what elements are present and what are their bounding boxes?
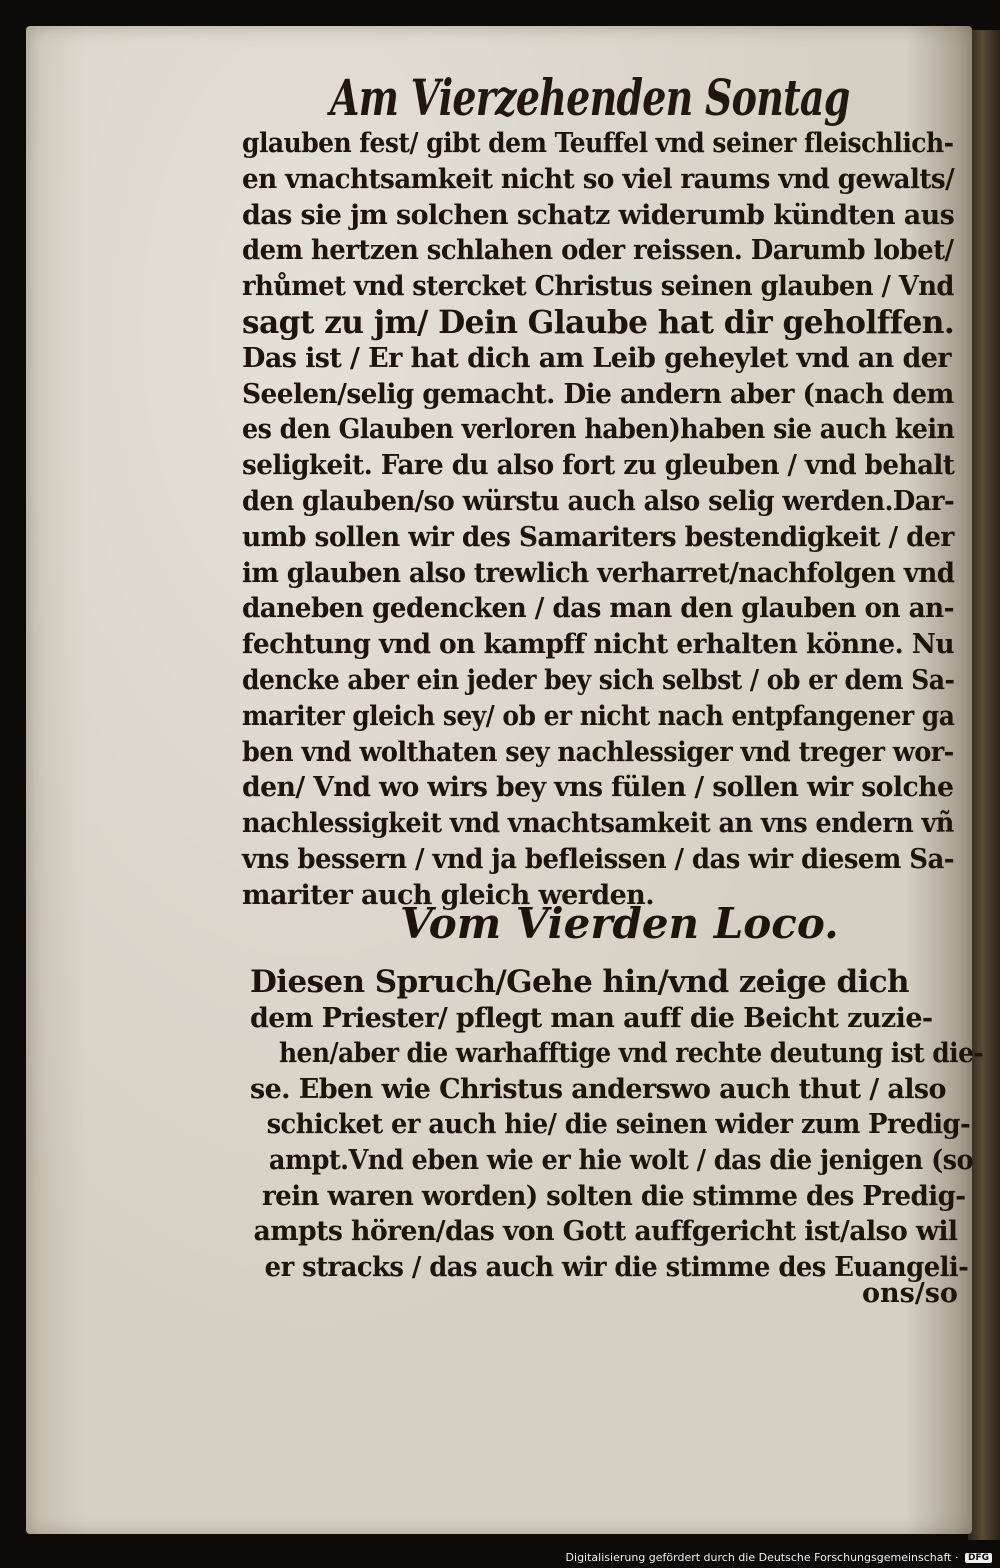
text-line: hen/aber die warhafftige vnd rechte deutung ist die- [278,1038,984,1070]
text-line: es den Glauben verloren haben)haben sie auch kein [242,414,955,446]
text-line: dencke aber ein jeder bey sich selbst / ob er dem Sa- [242,664,955,696]
text-line: fechtung vnd on kampff nicht erhalten könne. Nu [242,629,955,661]
text-line: mariter gleich sey/ ob er nicht nach entpfangener ga [242,700,955,732]
text-line: seligkeit. Fare du also fort zu gleuben / vnd behalt [242,450,955,482]
text-line: im glauben also trewlich verharret/nachfolgen vnd [242,557,955,589]
catchword: ons/so [862,1278,958,1309]
text-line: nachlessigkeit vnd vnachtsamkeit an vns endern vñ [242,808,954,840]
text-line: ampts hören/das von Gott auffgericht ist/also wil [253,1216,958,1248]
text-line: dem Priester/ pflegt man auff die Beicht zuzie- [250,1002,933,1034]
text-line: das sie jm solchen schatz widerumb kündten aus [242,199,955,231]
text-line: schicket er auch hie/ die seinen wider zum Predig- [266,1109,971,1141]
paragraph-1 [242,126,962,914]
running-head: Am Vierzehenden Sontag [330,68,850,127]
text-line: rein waren worden) solten die stimme des Predig- [262,1180,966,1212]
dfg-logo-icon: DFG [965,1553,992,1563]
text-line: vns bessern / vnd ja befleissen / das wir diesem Sa- [242,843,954,875]
text-line: daneben gedencken / das man den glauben on an- [242,593,954,625]
footer-credit-text: Digitalisierung gefördert durch die Deutsche Forschungsgemeinschaft [565,1551,952,1564]
text-line: ben vnd wolthaten sey nachlessiger vnd treger wor- [242,736,954,768]
text-line-emphasis: Diesen Spruch/Gehe hin/vnd zeige dich [250,964,909,1000]
text-line: er stracks / das auch wir die stimme des Euangeli- [264,1251,969,1283]
book-edge [968,30,1000,1540]
text-line: rhůmet vnd stercket Christus seinen glauben / Vnd [242,271,954,303]
text-line: den/ Vnd wo wirs bey vns fülen / sollen wir solche [242,772,954,804]
text-line: den glauben/so würstu auch also selig werden.Dar- [242,485,955,517]
text-line: umb sollen wir des Samariters bestendigkeit / der [242,521,954,553]
footer-credit: Digitalisierung gefördert durch die Deutsche Forschungsgemeinschaft · DFG [566,1551,992,1564]
paragraph-2 [250,964,984,1285]
text-line: ampt.Vnd eben wie er hie wolt / das die jenigen (so [268,1144,974,1176]
text-line: se. Eben wie Christus anderswo auch thut / also [250,1073,946,1105]
section-heading: Vom Vierden Loco. [400,899,839,948]
text-line: mariter auch gleich werden. [242,879,654,911]
text-line: en vnachtsamkeit nicht so viel raums vnd gewalts/ [242,163,955,195]
text-line: dem hertzen schlahen oder reissen. Darumb lobet/ [242,235,954,267]
text-line: Das ist / Er hat dich am Leib geheylet vnd an der [242,342,951,374]
text-line-emphasis: sagt zu jm/ Dein Glaube hat dir geholffen. [242,302,955,341]
text-line: glauben fest/ gibt dem Teuffel vnd seiner fleischlich- [242,128,954,159]
text-line: Seelen/selig gemacht. Die andern aber (nach dem [242,378,954,410]
